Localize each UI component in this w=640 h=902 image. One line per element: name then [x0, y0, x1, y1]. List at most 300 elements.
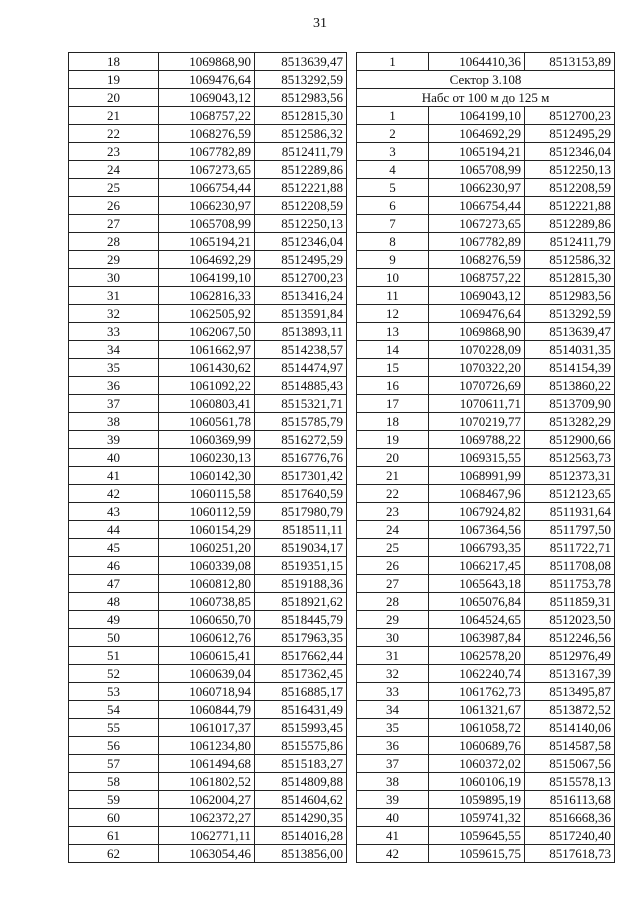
table-row: [69, 161, 347, 179]
x-coordinate-cell: 1060844,79: [159, 701, 255, 719]
x-coordinate-cell: 1060251,20: [159, 539, 255, 557]
point-number-cell: 2: [357, 125, 429, 143]
x-coordinate-cell: 1059615,75: [429, 845, 525, 863]
y-coordinate-cell: 8518921,62: [255, 593, 347, 611]
y-coordinate-cell: 8513639,47: [525, 323, 615, 341]
x-coordinate-cell: 1060612,76: [159, 629, 255, 647]
y-coordinate-cell: 8514290,35: [255, 809, 347, 827]
y-coordinate-cell: 8512586,32: [255, 125, 347, 143]
point-number-cell: 21: [357, 467, 429, 485]
table-row: [357, 503, 615, 521]
right-coordinates-table: [356, 52, 615, 863]
x-coordinate-cell: 1062240,74: [429, 665, 525, 683]
y-coordinate-cell: 8513167,39: [525, 665, 615, 683]
x-coordinate-cell: 1069043,12: [429, 287, 525, 305]
x-coordinate-cell: 1069788,22: [429, 431, 525, 449]
x-coordinate-cell: 1070219,77: [429, 413, 525, 431]
point-number-cell: 38: [357, 773, 429, 791]
point-number-cell: 31: [357, 647, 429, 665]
table-row: [357, 647, 615, 665]
x-coordinate-cell: 1065708,99: [429, 161, 525, 179]
table-row: [69, 665, 347, 683]
point-number-cell: 42: [357, 845, 429, 863]
table-row: [357, 269, 615, 287]
point-number-cell: 9: [357, 251, 429, 269]
point-number-cell: 59: [69, 791, 159, 809]
point-number-cell: 47: [69, 575, 159, 593]
point-number-cell: 6: [357, 197, 429, 215]
table-row: [357, 305, 615, 323]
table-row: [69, 197, 347, 215]
table-row: [357, 341, 615, 359]
table-row: [69, 215, 347, 233]
x-coordinate-cell: 1068276,59: [429, 251, 525, 269]
x-coordinate-cell: 1067273,65: [159, 161, 255, 179]
x-coordinate-cell: 1067782,89: [429, 233, 525, 251]
point-number-cell: 36: [357, 737, 429, 755]
x-coordinate-cell: 1063054,46: [159, 845, 255, 863]
y-coordinate-cell: 8512373,31: [525, 467, 615, 485]
table-row: [69, 575, 347, 593]
point-number-cell: 50: [69, 629, 159, 647]
x-coordinate-cell: 1061321,67: [429, 701, 525, 719]
table-row: [69, 845, 347, 863]
point-number-cell: 25: [69, 179, 159, 197]
point-number-cell: 22: [357, 485, 429, 503]
table-row: [357, 377, 615, 395]
y-coordinate-cell: 8516668,36: [525, 809, 615, 827]
table-row: [69, 53, 347, 71]
y-coordinate-cell: 8513591,84: [255, 305, 347, 323]
right-table-body: [357, 53, 615, 863]
y-coordinate-cell: 8517240,40: [525, 827, 615, 845]
table-row: [357, 827, 615, 845]
x-coordinate-cell: 1062505,92: [159, 305, 255, 323]
x-coordinate-cell: 1060615,41: [159, 647, 255, 665]
table-row: [357, 611, 615, 629]
y-coordinate-cell: 8514031,35: [525, 341, 615, 359]
y-coordinate-cell: 8516272,59: [255, 431, 347, 449]
y-coordinate-cell: 8512495,29: [255, 251, 347, 269]
point-number-cell: 21: [69, 107, 159, 125]
y-coordinate-cell: 8512563,73: [525, 449, 615, 467]
point-number-cell: 17: [357, 395, 429, 413]
point-number-cell: 44: [69, 521, 159, 539]
x-coordinate-cell: 1068467,96: [429, 485, 525, 503]
x-coordinate-cell: 1061762,73: [429, 683, 525, 701]
x-coordinate-cell: 1066793,35: [429, 539, 525, 557]
x-coordinate-cell: 1064524,65: [429, 611, 525, 629]
y-coordinate-cell: 8515578,13: [525, 773, 615, 791]
point-number-cell: 46: [69, 557, 159, 575]
table-row: [69, 359, 347, 377]
y-coordinate-cell: 8516431,49: [255, 701, 347, 719]
x-coordinate-cell: 1062004,27: [159, 791, 255, 809]
x-coordinate-cell: 1069868,90: [429, 323, 525, 341]
point-number-cell: 23: [357, 503, 429, 521]
point-number-cell: 11: [357, 287, 429, 305]
point-number-cell: 32: [357, 665, 429, 683]
x-coordinate-cell: 1060372,02: [429, 755, 525, 773]
y-coordinate-cell: 8512023,50: [525, 611, 615, 629]
point-number-cell: 4: [357, 161, 429, 179]
table-row: [69, 305, 347, 323]
x-coordinate-cell: 1062816,33: [159, 287, 255, 305]
point-number-cell: 57: [69, 755, 159, 773]
y-coordinate-cell: 8518445,79: [255, 611, 347, 629]
x-coordinate-cell: 1068991,99: [429, 467, 525, 485]
y-coordinate-cell: 8511797,50: [525, 521, 615, 539]
x-coordinate-cell: 1060115,58: [159, 485, 255, 503]
y-coordinate-cell: 8512983,56: [525, 287, 615, 305]
point-number-cell: 40: [357, 809, 429, 827]
table-row: [357, 215, 615, 233]
point-number-cell: 25: [357, 539, 429, 557]
x-coordinate-cell: 1060718,94: [159, 683, 255, 701]
x-coordinate-cell: 1064199,10: [159, 269, 255, 287]
left-coordinates-table: [68, 52, 347, 863]
y-coordinate-cell: 8511708,08: [525, 557, 615, 575]
table-row: [69, 701, 347, 719]
y-coordinate-cell: 8514154,39: [525, 359, 615, 377]
y-coordinate-cell: 8517301,42: [255, 467, 347, 485]
y-coordinate-cell: 8515785,79: [255, 413, 347, 431]
y-coordinate-cell: 8515067,56: [525, 755, 615, 773]
point-number-cell: 38: [69, 413, 159, 431]
point-number-cell: 18: [357, 413, 429, 431]
point-number-cell: 1: [357, 53, 429, 71]
table-row: [69, 107, 347, 125]
table-row: [357, 467, 615, 485]
y-coordinate-cell: 8519034,17: [255, 539, 347, 557]
point-number-cell: 36: [69, 377, 159, 395]
y-coordinate-cell: 8514238,57: [255, 341, 347, 359]
table-row: [357, 521, 615, 539]
y-coordinate-cell: 8516885,17: [255, 683, 347, 701]
x-coordinate-cell: 1061802,52: [159, 773, 255, 791]
x-coordinate-cell: 1069315,55: [429, 449, 525, 467]
point-number-cell: 19: [69, 71, 159, 89]
y-coordinate-cell: 8512221,88: [255, 179, 347, 197]
x-coordinate-cell: 1070726,69: [429, 377, 525, 395]
y-coordinate-cell: 8512208,59: [255, 197, 347, 215]
x-coordinate-cell: 1060639,04: [159, 665, 255, 683]
y-coordinate-cell: 8512250,13: [255, 215, 347, 233]
y-coordinate-cell: 8517618,73: [525, 845, 615, 863]
table-row: [357, 251, 615, 269]
point-number-cell: 30: [357, 629, 429, 647]
y-coordinate-cell: 8512411,79: [525, 233, 615, 251]
y-coordinate-cell: 8513495,87: [525, 683, 615, 701]
y-coordinate-cell: 8513292,59: [255, 71, 347, 89]
point-number-cell: 53: [69, 683, 159, 701]
x-coordinate-cell: 1065194,21: [159, 233, 255, 251]
point-number-cell: 35: [357, 719, 429, 737]
x-coordinate-cell: 1068757,22: [429, 269, 525, 287]
point-number-cell: 19: [357, 431, 429, 449]
point-number-cell: 41: [357, 827, 429, 845]
point-number-cell: 35: [69, 359, 159, 377]
point-number-cell: 24: [357, 521, 429, 539]
table-row: [69, 449, 347, 467]
point-number-cell: 15: [357, 359, 429, 377]
x-coordinate-cell: 1061662,97: [159, 341, 255, 359]
point-number-cell: 37: [69, 395, 159, 413]
x-coordinate-cell: 1059895,19: [429, 791, 525, 809]
point-number-cell: 28: [357, 593, 429, 611]
x-coordinate-cell: 1070322,20: [429, 359, 525, 377]
y-coordinate-cell: 8512346,04: [255, 233, 347, 251]
table-row: [357, 683, 615, 701]
table-row: [69, 683, 347, 701]
point-number-cell: 26: [357, 557, 429, 575]
point-number-cell: 29: [357, 611, 429, 629]
x-coordinate-cell: 1065708,99: [159, 215, 255, 233]
point-number-cell: 60: [69, 809, 159, 827]
x-coordinate-cell: 1065643,18: [429, 575, 525, 593]
section-title: Сектор 3.108: [357, 71, 615, 89]
y-coordinate-cell: 8515321,71: [255, 395, 347, 413]
table-row: [69, 755, 347, 773]
point-number-cell: 13: [357, 323, 429, 341]
y-coordinate-cell: 8513893,11: [255, 323, 347, 341]
left-table-body: [69, 53, 347, 863]
x-coordinate-cell: 1061430,62: [159, 359, 255, 377]
x-coordinate-cell: 1065076,84: [429, 593, 525, 611]
point-number-cell: 20: [357, 449, 429, 467]
x-coordinate-cell: 1060154,29: [159, 521, 255, 539]
point-number-cell: 18: [69, 53, 159, 71]
table-row: [357, 485, 615, 503]
table-row: [357, 125, 615, 143]
table-row: [69, 413, 347, 431]
table-row: [69, 341, 347, 359]
point-number-cell: 3: [357, 143, 429, 161]
table-row: [357, 323, 615, 341]
section-subtitle-row: [357, 89, 615, 107]
y-coordinate-cell: 8512411,79: [255, 143, 347, 161]
y-coordinate-cell: 8513639,47: [255, 53, 347, 71]
point-number-cell: 31: [69, 287, 159, 305]
point-number-cell: 40: [69, 449, 159, 467]
point-number-cell: 39: [69, 431, 159, 449]
table-row: [357, 395, 615, 413]
point-number-cell: 45: [69, 539, 159, 557]
table-row: [69, 485, 347, 503]
x-coordinate-cell: 1068276,59: [159, 125, 255, 143]
table-row: [357, 143, 615, 161]
table-row: [357, 431, 615, 449]
y-coordinate-cell: 8518511,11: [255, 521, 347, 539]
table-row: [357, 701, 615, 719]
table-row: [357, 665, 615, 683]
y-coordinate-cell: 8512700,23: [255, 269, 347, 287]
y-coordinate-cell: 8517963,35: [255, 629, 347, 647]
x-coordinate-cell: 1067924,82: [429, 503, 525, 521]
x-coordinate-cell: 1060738,85: [159, 593, 255, 611]
table-row: [69, 647, 347, 665]
table-row: [69, 809, 347, 827]
table-row: [69, 143, 347, 161]
table-row: [357, 755, 615, 773]
y-coordinate-cell: 8514604,62: [255, 791, 347, 809]
table-row: [69, 593, 347, 611]
x-coordinate-cell: 1061058,72: [429, 719, 525, 737]
table-row: [69, 467, 347, 485]
y-coordinate-cell: 8512815,30: [255, 107, 347, 125]
table-row: [357, 845, 615, 863]
table-row: [69, 179, 347, 197]
table-row: [69, 233, 347, 251]
point-number-cell: 16: [357, 377, 429, 395]
point-number-cell: 42: [69, 485, 159, 503]
point-number-cell: 39: [357, 791, 429, 809]
x-coordinate-cell: 1068757,22: [159, 107, 255, 125]
x-coordinate-cell: 1066230,97: [159, 197, 255, 215]
x-coordinate-cell: 1060561,78: [159, 413, 255, 431]
x-coordinate-cell: 1060106,19: [429, 773, 525, 791]
x-coordinate-cell: 1067364,56: [429, 521, 525, 539]
table-row: [357, 107, 615, 125]
table-row: [69, 377, 347, 395]
table-row: [69, 251, 347, 269]
point-number-cell: 5: [357, 179, 429, 197]
point-number-cell: 33: [357, 683, 429, 701]
y-coordinate-cell: 8517662,44: [255, 647, 347, 665]
table-row: [69, 521, 347, 539]
x-coordinate-cell: 1060142,30: [159, 467, 255, 485]
table-row: [357, 773, 615, 791]
y-coordinate-cell: 8512123,65: [525, 485, 615, 503]
x-coordinate-cell: 1066754,44: [159, 179, 255, 197]
x-coordinate-cell: 1064692,29: [429, 125, 525, 143]
section-subtitle: Набс от 100 м до 125 м: [357, 89, 615, 107]
table-row: [357, 539, 615, 557]
table-row: [357, 179, 615, 197]
x-coordinate-cell: 1062067,50: [159, 323, 255, 341]
x-coordinate-cell: 1060650,70: [159, 611, 255, 629]
table-row: [69, 737, 347, 755]
x-coordinate-cell: 1066230,97: [429, 179, 525, 197]
point-number-cell: 22: [69, 125, 159, 143]
point-number-cell: 58: [69, 773, 159, 791]
point-number-cell: 34: [69, 341, 159, 359]
point-number-cell: 7: [357, 215, 429, 233]
table-row: [69, 791, 347, 809]
y-coordinate-cell: 8516776,76: [255, 449, 347, 467]
point-number-cell: 43: [69, 503, 159, 521]
point-number-cell: 52: [69, 665, 159, 683]
table-row: [357, 161, 615, 179]
x-coordinate-cell: 1069868,90: [159, 53, 255, 71]
y-coordinate-cell: 8519188,36: [255, 575, 347, 593]
y-coordinate-cell: 8512289,86: [525, 215, 615, 233]
table-row: [357, 719, 615, 737]
x-coordinate-cell: 1063987,84: [429, 629, 525, 647]
y-coordinate-cell: 8517980,79: [255, 503, 347, 521]
point-number-cell: 55: [69, 719, 159, 737]
x-coordinate-cell: 1060112,59: [159, 503, 255, 521]
y-coordinate-cell: 8512289,86: [255, 161, 347, 179]
table-row: [69, 827, 347, 845]
table-row: [69, 539, 347, 557]
y-coordinate-cell: 8519351,15: [255, 557, 347, 575]
y-coordinate-cell: 8514587,58: [525, 737, 615, 755]
y-coordinate-cell: 8512983,56: [255, 89, 347, 107]
x-coordinate-cell: 1064692,29: [159, 251, 255, 269]
table-row: [69, 557, 347, 575]
y-coordinate-cell: 8514016,28: [255, 827, 347, 845]
x-coordinate-cell: 1070611,71: [429, 395, 525, 413]
y-coordinate-cell: 8514885,43: [255, 377, 347, 395]
page-number: 31: [313, 16, 327, 31]
x-coordinate-cell: 1060689,76: [429, 737, 525, 755]
y-coordinate-cell: 8515575,86: [255, 737, 347, 755]
table-row: [357, 737, 615, 755]
point-number-cell: 51: [69, 647, 159, 665]
x-coordinate-cell: 1069476,64: [429, 305, 525, 323]
y-coordinate-cell: 8515183,27: [255, 755, 347, 773]
point-number-cell: 48: [69, 593, 159, 611]
point-number-cell: 34: [357, 701, 429, 719]
point-number-cell: 24: [69, 161, 159, 179]
table-row: [69, 71, 347, 89]
y-coordinate-cell: 8514809,88: [255, 773, 347, 791]
table-row: [357, 287, 615, 305]
point-number-cell: 29: [69, 251, 159, 269]
table-row: [69, 395, 347, 413]
table-row: [357, 233, 615, 251]
table-row: [69, 629, 347, 647]
point-number-cell: 20: [69, 89, 159, 107]
x-coordinate-cell: 1059645,55: [429, 827, 525, 845]
x-coordinate-cell: 1069476,64: [159, 71, 255, 89]
point-number-cell: 8: [357, 233, 429, 251]
point-number-cell: 23: [69, 143, 159, 161]
x-coordinate-cell: 1066217,45: [429, 557, 525, 575]
x-coordinate-cell: 1070228,09: [429, 341, 525, 359]
x-coordinate-cell: 1060369,99: [159, 431, 255, 449]
point-number-cell: 1: [357, 107, 429, 125]
y-coordinate-cell: 8514140,06: [525, 719, 615, 737]
y-coordinate-cell: 8513153,89: [525, 53, 615, 71]
point-number-cell: 30: [69, 269, 159, 287]
y-coordinate-cell: 8513416,24: [255, 287, 347, 305]
y-coordinate-cell: 8512495,29: [525, 125, 615, 143]
y-coordinate-cell: 8514474,97: [255, 359, 347, 377]
y-coordinate-cell: 8517640,59: [255, 485, 347, 503]
y-coordinate-cell: 8517362,45: [255, 665, 347, 683]
table-row: [69, 269, 347, 287]
x-coordinate-cell: 1061494,68: [159, 755, 255, 773]
y-coordinate-cell: 8511931,64: [525, 503, 615, 521]
x-coordinate-cell: 1067782,89: [159, 143, 255, 161]
y-coordinate-cell: 8512346,04: [525, 143, 615, 161]
x-coordinate-cell: 1060812,80: [159, 575, 255, 593]
x-coordinate-cell: 1061017,37: [159, 719, 255, 737]
table-row: [69, 125, 347, 143]
table-row: [69, 773, 347, 791]
x-coordinate-cell: 1059741,32: [429, 809, 525, 827]
y-coordinate-cell: 8513856,00: [255, 845, 347, 863]
point-number-cell: 33: [69, 323, 159, 341]
table-row: [357, 413, 615, 431]
table-row: [357, 557, 615, 575]
point-number-cell: 32: [69, 305, 159, 323]
y-coordinate-cell: 8512976,49: [525, 647, 615, 665]
point-number-cell: 10: [357, 269, 429, 287]
table-row: [357, 359, 615, 377]
